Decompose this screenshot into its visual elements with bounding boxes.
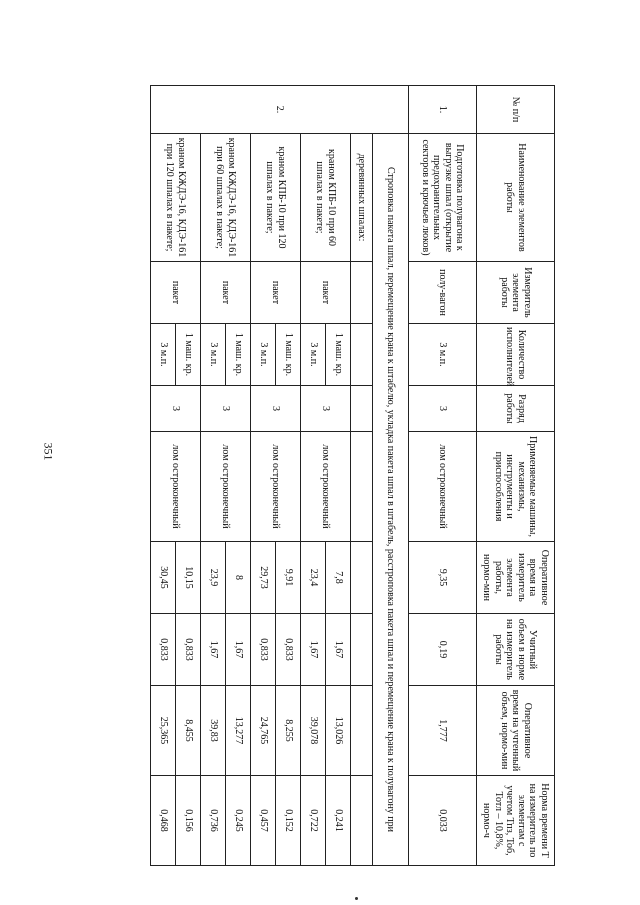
item-volume: 1,67 — [326, 614, 351, 686]
row1-grade: 3 — [409, 386, 477, 432]
header-tools: Применяемые машины, механизмы, инструменты и приспособления — [477, 432, 555, 542]
item-op-time: 23,9 — [201, 542, 226, 614]
item-exec-machinist: 1 маш. кр. — [276, 324, 301, 386]
table-row — [373, 86, 409, 866]
item-name: краном КЖДЭ-16, КДЭ-161 при 120 шпалах в пакете; — [151, 134, 201, 262]
item-norm-time: 0,152 — [276, 776, 301, 866]
row1-op-time-volume: 1,777 — [409, 686, 477, 776]
norm-table — [150, 85, 555, 866]
item-tools: лом остроконечный — [301, 432, 351, 542]
row2-header-text: Строповка пакета шпал, перемещение крана к штабелю, укладка пакета шпал в штабель, расстроповка пакета шпал и перемещение крана к полувагону при — [373, 134, 409, 866]
row1-tools: лом остроконечный — [409, 432, 477, 542]
header-norm-time: Норма времени Т на измеритель по элементам с учетом Тпз, Тоб, Тотл – 10,8%, нормо-ч — [477, 776, 555, 866]
item-volume: 0,833 — [251, 614, 276, 686]
item-op-time-volume: 13,277 — [226, 686, 251, 776]
row2-subheader: деревянных шпалах: — [351, 134, 373, 262]
item-exec-machinist: 1 маш. кр. — [326, 324, 351, 386]
item-exec-workers: 3 м.п. — [151, 324, 176, 386]
rotated-table-container — [85, 85, 555, 865]
item-op-time-volume: 24,765 — [251, 686, 276, 776]
item-volume: 1,67 — [226, 614, 251, 686]
item-meter: пакет — [301, 262, 351, 324]
table-row — [326, 86, 351, 866]
item-grade: 3 — [201, 386, 251, 432]
row1-executors: 3 м.п. — [409, 324, 477, 386]
row1-meter: полу-вагон — [409, 262, 477, 324]
item-op-time-volume: 8,255 — [276, 686, 301, 776]
item-tools: лом остроконечный — [251, 432, 301, 542]
header-meter: Измеритель элемента работы — [477, 262, 555, 324]
item-volume: 1,67 — [201, 614, 226, 686]
item-exec-machinist: 1 маш. кр. — [226, 324, 251, 386]
header-num: № п/п — [477, 86, 555, 134]
item-norm-time: 0,156 — [176, 776, 201, 866]
header-row — [477, 86, 555, 866]
item-op-time: 30,45 — [151, 542, 176, 614]
header-volume: Учитный объем в норме на измеритель работы — [477, 614, 555, 686]
item-op-time: 23,4 — [301, 542, 326, 614]
item-name: краном КПБ-10 при 120 шпалах в пакете; — [251, 134, 301, 262]
item-grade: 3 — [251, 386, 301, 432]
scan-dot — [355, 897, 358, 900]
item-grade: 3 — [151, 386, 201, 432]
item-tools: лом остроконечный — [151, 432, 201, 542]
table-row — [276, 86, 301, 866]
item-norm-time: 0,245 — [226, 776, 251, 866]
item-norm-time: 0,736 — [201, 776, 226, 866]
item-exec-workers: 3 м.п. — [301, 324, 326, 386]
item-op-time: 7,8 — [326, 542, 351, 614]
item-op-time-volume: 13,026 — [326, 686, 351, 776]
item-exec-workers: 3 м.п. — [251, 324, 276, 386]
item-norm-time: 0,457 — [251, 776, 276, 866]
item-name: краном КПБ-10 при 60 шпалах в пакете; — [301, 134, 351, 262]
table-row — [351, 86, 373, 866]
page-number: 351 — [41, 442, 56, 461]
row1-num: 1. — [409, 86, 477, 134]
row1-op-time: 9,35 — [409, 542, 477, 614]
item-name: краном КЖДЭ-16, КДЭ-161 при 60 шпалах в пакете; — [201, 134, 251, 262]
item-norm-time: 0,241 — [326, 776, 351, 866]
item-norm-time: 0,722 — [301, 776, 326, 866]
item-op-time: 10,15 — [176, 542, 201, 614]
table-row — [226, 86, 251, 866]
item-meter: пакет — [251, 262, 301, 324]
item-meter: пакет — [201, 262, 251, 324]
item-tools: лом остроконечный — [201, 432, 251, 542]
item-exec-machinist: 1 маш. кр. — [176, 324, 201, 386]
item-op-time: 29,73 — [251, 542, 276, 614]
item-volume: 0,833 — [151, 614, 176, 686]
item-volume: 0,833 — [276, 614, 301, 686]
header-executors: Количество исполнителей — [477, 324, 555, 386]
header-grade: Разряд работы — [477, 386, 555, 432]
item-op-time-volume: 25,365 — [151, 686, 176, 776]
item-op-time-volume: 8,455 — [176, 686, 201, 776]
item-grade: 3 — [301, 386, 351, 432]
row1-norm-time: 0,033 — [409, 776, 477, 866]
table-row — [176, 86, 201, 866]
item-op-time-volume: 39,078 — [301, 686, 326, 776]
row1-name: Подготовка полувагона к выгрузке шпал (открытие предохранительных секторов и крючьев люков) — [409, 134, 477, 262]
item-op-time: 9,91 — [276, 542, 301, 614]
item-op-time-volume: 39,83 — [201, 686, 226, 776]
header-op-time: Оперативное время на измеритель элемента работы, нормо-мин — [477, 542, 555, 614]
row1-volume: 0,19 — [409, 614, 477, 686]
table-row — [409, 86, 477, 866]
row2-num: 2. — [151, 86, 409, 134]
header-name: Наименование элементов работы — [477, 134, 555, 262]
item-volume: 1,67 — [301, 614, 326, 686]
item-meter: пакет — [151, 262, 201, 324]
item-norm-time: 0,468 — [151, 776, 176, 866]
item-exec-workers: 3 м.п. — [201, 324, 226, 386]
item-op-time: 8 — [226, 542, 251, 614]
header-op-time-volume: Оперативное время на учтенный объем, нормо-мин — [477, 686, 555, 776]
item-volume: 0,833 — [176, 614, 201, 686]
